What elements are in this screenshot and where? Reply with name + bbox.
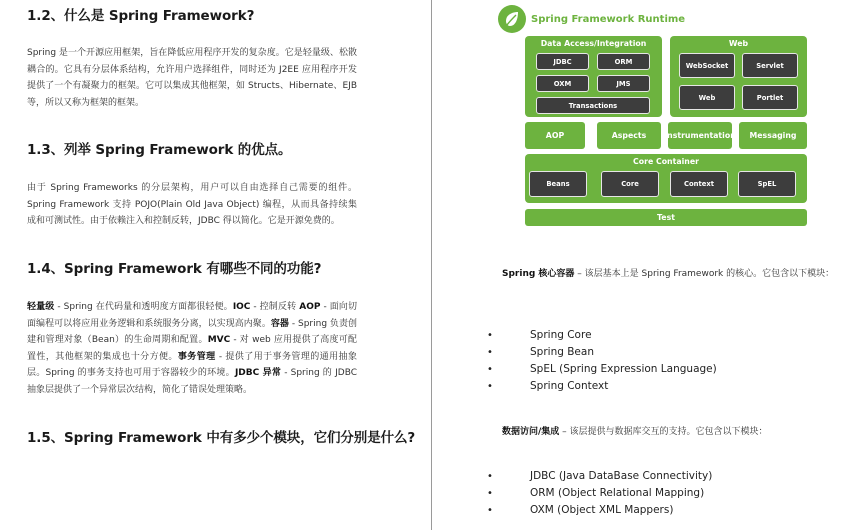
oxm-block: OXM	[536, 75, 589, 92]
web-block: Web	[679, 85, 735, 110]
spring-runtime-diagram	[498, 4, 811, 228]
section-1-3-body: 由于 Spring Frameworks 的分层架构，用户可以自由选择自己需要的组件。Spring Framework 支持 POJO(Plain Old Java Object) 编程，从而具备持续集成和可测试性。由于依赖注入和控制反转，JDBC 得以简化。它是开源免费的。	[27, 183, 357, 227]
feature-aop-desc: - 面向切面编程可以将应用业务逻辑和系统服务分离，以实现高内聚。	[27, 302, 357, 329]
test-tile: Test	[525, 209, 807, 226]
feature-aop-term: AOP	[299, 302, 321, 312]
feature-lightweight-desc: - Spring 在代码量和透明度方面都很轻便。	[54, 302, 233, 312]
section-1-2-heading: 1.2、什么是 Spring Framework?	[27, 8, 255, 24]
jms-block: JMS	[597, 75, 650, 92]
list-item: • JDBC (Java DataBase Connectivity)	[487, 468, 712, 485]
data-access-term: 数据访问/集成	[502, 427, 560, 437]
diagram-title: Spring Framework Runtime	[531, 13, 686, 25]
websocket-block: WebSocket	[679, 53, 735, 78]
web-label: Web	[728, 39, 749, 48]
spring-leaf-icon	[498, 5, 526, 33]
core-container-term: Spring 核心容器	[502, 269, 575, 279]
feature-ioc-term: IOC	[232, 302, 251, 312]
list-item: • Spring Bean	[487, 344, 717, 361]
feature-container-term: 容器	[270, 318, 289, 329]
list-item: • SpEL (Spring Expression Language)	[487, 361, 717, 378]
right-column	[432, 0, 868, 530]
data-access-label: Data Access/Integration	[540, 39, 647, 48]
feature-tx-term: 事务管理	[177, 351, 216, 362]
core-container-intro	[502, 266, 837, 283]
feature-lightweight-term: 轻量级	[27, 302, 55, 312]
section-1-5-heading: 1.5、Spring Framework 中有多少个模块，它们分别是什么?	[27, 430, 416, 446]
messaging-tile: Messaging	[739, 122, 807, 149]
feature-jdbc-term: JDBC 异常	[234, 368, 282, 379]
servlet-block: Servlet	[742, 53, 798, 78]
feature-mvc-term: MVC	[207, 335, 231, 346]
list-item: • Spring Core	[487, 327, 717, 344]
list-item: • ORM (Object Relational Mapping)	[487, 485, 712, 502]
feature-tx-desc: - 提供了用于事务管理的通用抽象层。Spring 的事务支持也可用于容器较少的环境。	[27, 351, 357, 379]
aop-tile: AOP	[525, 122, 585, 149]
context-block: Context	[670, 171, 728, 197]
data-module-list	[487, 468, 712, 519]
feature-jdbc-desc: - Spring 的 JDBC 抽象层提供了一个异常层次结构，简化了错误处理策略。	[27, 368, 358, 395]
feature-container-desc: - Spring 负责创建和管理对象（Bean）的生命周期和配置。	[27, 318, 357, 346]
aspects-tile: Aspects	[597, 122, 661, 149]
data-access-group	[525, 36, 662, 117]
list-item: • Spring Context	[487, 378, 717, 395]
orm-block: ORM	[597, 53, 650, 70]
section-1-2-body: Spring 是一个开源应用框架，旨在降低应用程序开发的复杂度。它是轻量级、松散耦合的。它具有分层体系结构，允许用户选择组件，同时还为 J2EE 应用程序开发提供了一个有凝聚力的框架。它可以集成其他框架，如 Structs、Hibernate、EJB 等，所以又称为框架的框架。	[27, 48, 357, 108]
feature-mvc-desc: - 对 web 应用提供了高度可配置性，其他框架的集成也十分方便。	[27, 335, 357, 362]
section-1-3-heading: 1.3、列举 Spring Framework 的优点。	[27, 142, 292, 158]
beans-block: Beans	[529, 171, 587, 197]
section-1-4-body	[27, 299, 357, 399]
feature-ioc-desc: - 控制反转	[250, 302, 300, 312]
core-container-label: Core Container	[633, 157, 699, 166]
section-1-4-heading: 1.4、Spring Framework 有哪些不同的功能?	[27, 261, 322, 277]
portlet-block: Portlet	[742, 85, 798, 110]
core-container-group	[525, 154, 807, 203]
jdbc-block: JDBC	[536, 53, 589, 70]
list-item: • OXM (Object XML Mappers)	[487, 502, 712, 519]
diagram-header	[498, 4, 685, 34]
web-group	[670, 36, 807, 117]
transactions-block: Transactions	[536, 97, 650, 114]
core-module-list	[487, 327, 717, 395]
core-container-desc: – 该层基本上是 Spring Framework 的核心。它包含以下模块：	[574, 269, 835, 279]
core-block: Core	[601, 171, 659, 197]
instrumentation-tile: Instrumentation	[668, 122, 732, 149]
spel-block: SpEL	[738, 171, 796, 197]
data-access-desc: – 该层提供与数据库交互的支持。它包含以下模块：	[559, 427, 768, 437]
left-column	[0, 0, 430, 530]
data-access-intro	[502, 424, 837, 441]
